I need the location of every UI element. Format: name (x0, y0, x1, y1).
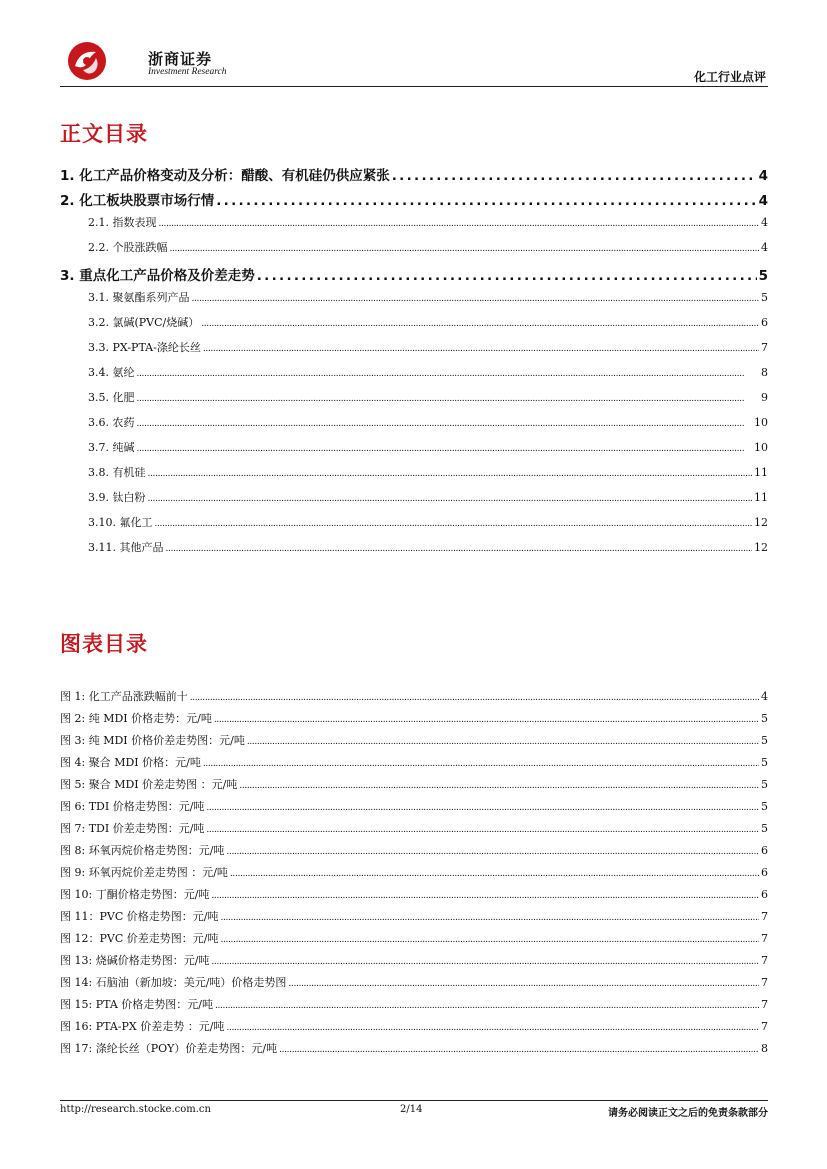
dot-leader (288, 979, 759, 989)
entry-page-number: 7 (761, 976, 768, 989)
figure-entry[interactable] (60, 732, 768, 754)
dot-leader (137, 419, 753, 429)
entry-page-number: 5 (761, 712, 768, 725)
toc-entry[interactable] (60, 214, 768, 239)
entry-label: 3.6. 农药 (88, 416, 135, 429)
figure-entry[interactable] (60, 688, 768, 710)
dot-leader (201, 319, 759, 329)
figure-entry[interactable] (60, 930, 768, 952)
dot-leader (206, 825, 759, 835)
entry-page-number: 4 (758, 193, 768, 209)
entry-label: 3.10. 氟化工 (88, 516, 153, 529)
dot-leader (279, 1045, 759, 1055)
entry-page-number: 5 (761, 756, 768, 769)
entry-label: 图 8: 环氧丙烷价格走势图：元/吨 (60, 844, 225, 857)
entry-page-number: 12 (754, 516, 768, 529)
figure-entry[interactable] (60, 710, 768, 732)
dot-leader (239, 781, 759, 791)
toc-entry[interactable] (60, 164, 768, 189)
dot-leader (137, 394, 760, 404)
entry-label: 3.11. 其他产品 (88, 541, 164, 554)
figures-title: 图表目录 (60, 632, 148, 656)
toc-entry[interactable] (60, 389, 768, 414)
entry-label: 3.1. 聚氨酯系列产品 (88, 291, 190, 304)
figure-entry[interactable] (60, 908, 768, 930)
entry-page-number: 5 (758, 268, 768, 284)
figure-entry[interactable] (60, 886, 768, 908)
entry-page-number: 7 (761, 932, 768, 945)
dot-leader (392, 168, 757, 184)
entry-label: 图 2: 纯 MDI 价格走势：元/吨 (60, 712, 212, 725)
dot-leader (226, 1023, 759, 1033)
entry-label: 3.3. PX-PTA-涤纶长丝 (88, 341, 201, 354)
toc-entry[interactable] (60, 339, 768, 364)
figure-entry[interactable] (60, 776, 768, 798)
entry-label: 图 17: 涤纶长丝（POY）价差走势图：元/吨 (60, 1042, 278, 1055)
entry-page-number: 7 (761, 1020, 768, 1033)
entry-page-number: 6 (761, 866, 768, 879)
entry-label: 3.2. 氯碱(PVC/烧碱） (88, 316, 200, 329)
dot-leader (148, 469, 753, 479)
dot-leader (220, 935, 759, 945)
figure-entry[interactable] (60, 996, 768, 1018)
entry-page-number: 7 (761, 998, 768, 1011)
entry-page-number: 9 (761, 391, 768, 404)
dot-leader (203, 344, 759, 354)
entry-page-number: 4 (761, 216, 768, 229)
toc-list (60, 164, 768, 564)
entry-page-number: 5 (761, 734, 768, 747)
entry-page-number: 6 (761, 888, 768, 901)
entry-label: 图 1: 化工产品涨跌幅前十 (60, 690, 188, 703)
dot-leader (247, 737, 759, 747)
dot-leader (137, 444, 753, 454)
entry-label: 3. 重点化工产品价格及价差走势 (60, 268, 255, 284)
entry-label: 图 11：PVC 价格走势图：元/吨 (60, 910, 219, 923)
entry-label: 图 15: PTA 价格走势图：元/吨 (60, 998, 213, 1011)
figure-entry[interactable] (60, 842, 768, 864)
entry-label: 图 3: 纯 MDI 价格价差走势图：元/吨 (60, 734, 245, 747)
dot-leader (203, 759, 759, 769)
entry-page-number: 10 (754, 441, 768, 454)
figure-entry[interactable] (60, 1018, 768, 1040)
toc-entry[interactable] (60, 414, 768, 439)
footer-disclaimer: 请务必阅读正文之后的免责条款部分 (608, 1108, 768, 1119)
footer-divider (60, 1100, 768, 1101)
entry-label: 3.9. 钛白粉 (88, 491, 146, 504)
dot-leader (220, 913, 759, 923)
footer-url[interactable]: http://research.stocke.com.cn (60, 1104, 211, 1115)
toc-title: 正文目录 (60, 122, 148, 146)
entry-page-number: 10 (754, 416, 768, 429)
toc-entry[interactable] (60, 439, 768, 464)
entry-label: 1. 化工产品价格变动及分析：醋酸、有机硅仍供应紧张 (60, 168, 390, 184)
figure-entry[interactable] (60, 820, 768, 842)
dot-leader (137, 369, 760, 379)
entry-page-number: 5 (761, 800, 768, 813)
dot-leader (155, 519, 753, 529)
entry-page-number: 8 (761, 366, 768, 379)
entry-label: 3.5. 化肥 (88, 391, 135, 404)
dot-leader (215, 1001, 759, 1011)
header-divider (60, 86, 768, 87)
figure-entry[interactable] (60, 798, 768, 820)
toc-entry[interactable] (60, 364, 768, 389)
dot-leader (190, 693, 759, 703)
dot-leader (216, 193, 756, 209)
entry-page-number: 12 (754, 541, 768, 554)
toc-entry[interactable] (60, 514, 768, 539)
dot-leader (206, 803, 759, 813)
entry-page-number: 6 (761, 316, 768, 329)
figure-entry[interactable] (60, 754, 768, 776)
toc-entry[interactable] (60, 189, 768, 214)
entry-label: 3.7. 纯碱 (88, 441, 135, 454)
entry-label: 2.1. 指数表现 (88, 216, 157, 229)
toc-entry[interactable] (60, 539, 768, 564)
dot-leader (166, 544, 753, 554)
company-logo-icon (66, 40, 108, 82)
entry-page-number: 4 (761, 241, 768, 254)
entry-label: 3.4. 氨纶 (88, 366, 135, 379)
entry-page-number: 5 (761, 291, 768, 304)
entry-label: 图 13: 烧碱价格走势图：元/吨 (60, 954, 210, 967)
entry-label: 图 5: 聚合 MDI 价差走势图 ：元/吨 (60, 778, 238, 791)
entry-label: 图 16: PTA-PX 价差走势 ：元/吨 (60, 1020, 225, 1033)
entry-page-number: 4 (761, 690, 768, 703)
brand-name-en: Investment Research (148, 67, 227, 77)
dot-leader (230, 869, 759, 879)
dot-leader (257, 268, 757, 284)
dot-leader (214, 715, 759, 725)
toc-entry[interactable] (60, 314, 768, 339)
entry-page-number: 11 (754, 466, 768, 479)
dot-leader (192, 294, 760, 304)
toc-entry[interactable] (60, 464, 768, 489)
entry-label: 3.8. 有机硅 (88, 466, 146, 479)
entry-page-number: 4 (758, 168, 768, 184)
entry-label: 2. 化工板块股票市场行情 (60, 193, 215, 209)
entry-page-number: 7 (761, 341, 768, 354)
entry-page-number: 11 (754, 491, 768, 504)
toc-entry[interactable] (60, 289, 768, 314)
dot-leader (170, 244, 760, 254)
entry-label: 图 9: 环氧丙烷价差走势图 ：元/吨 (60, 866, 228, 879)
figures-list (60, 688, 768, 1062)
figure-entry[interactable] (60, 864, 768, 886)
entry-label: 图 7: TDI 价差走势图：元/吨 (60, 822, 205, 835)
entry-page-number: 6 (761, 844, 768, 857)
entry-label: 图 6: TDI 价格走势图：元/吨 (60, 800, 205, 813)
brand-name-cn: 浙商证券 (148, 50, 213, 68)
entry-page-number: 5 (761, 822, 768, 835)
toc-entry[interactable] (60, 239, 768, 264)
dot-leader (159, 219, 760, 229)
entry-label: 图 12：PVC 价差走势图：元/吨 (60, 932, 219, 945)
dot-leader (148, 494, 753, 504)
entry-page-number: 7 (761, 954, 768, 967)
dot-leader (211, 891, 759, 901)
entry-label: 2.2. 个股涨跌幅 (88, 241, 168, 254)
figure-entry[interactable] (60, 974, 768, 996)
entry-label: 图 4: 聚合 MDI 价格：元/吨 (60, 756, 201, 769)
entry-page-number: 5 (761, 778, 768, 791)
entry-page-number: 8 (761, 1042, 768, 1055)
toc-entry[interactable] (60, 489, 768, 514)
entry-label: 图 14: 石脑油（新加坡：美元/吨）价格走势图 (60, 976, 287, 989)
report-type: 化工行业点评 (693, 70, 766, 84)
figure-entry[interactable] (60, 1040, 768, 1062)
page-header (60, 38, 768, 88)
entry-page-number: 7 (761, 910, 768, 923)
toc-entry[interactable] (60, 264, 768, 289)
entry-label: 图 10: 丁酮价格走势图：元/吨 (60, 888, 210, 901)
page-indicator: 2/14 (400, 1104, 423, 1115)
figure-entry[interactable] (60, 952, 768, 974)
dot-leader (211, 957, 759, 967)
dot-leader (226, 847, 759, 857)
